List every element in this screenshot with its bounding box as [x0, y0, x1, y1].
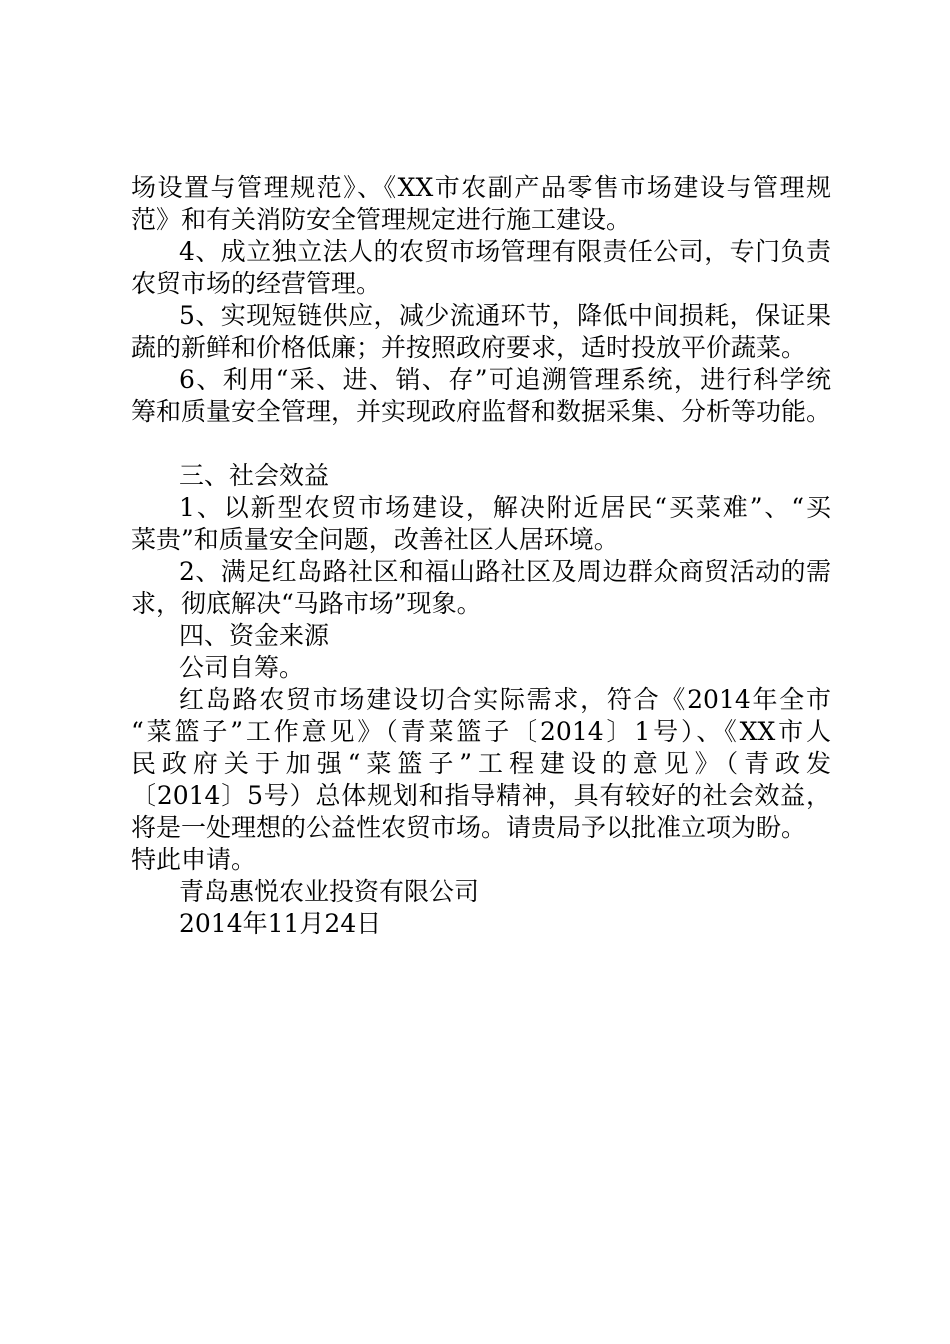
section-heading: 三、社会效益: [179, 461, 330, 490]
text-line: 筹和质量安全管理，并实现政府监督和数据采集、分析等功能。: [131, 397, 832, 426]
text-line: 〔2014〕5号）总体规划和指导精神，具有较好的社会效益，: [131, 781, 831, 810]
text-line: 民政府关于加强“菜篮子”工程建设的意见》（青政发: [131, 749, 831, 778]
text-line: 6、利用“采、进、销、存”可追溯管理系统，进行科学统: [179, 365, 831, 394]
text-line: 农贸市场的经营管理。: [131, 269, 382, 298]
text-line: 红岛路农贸市场建设切合实际需求，符合《2014年全市: [179, 685, 832, 714]
text-line: 蔬的新鲜和价格低廉；并按照政府要求，适时投放平价蔬菜。: [131, 333, 807, 362]
text-line: 求，彻底解决“马路市场”现象。: [131, 589, 482, 618]
text-line: 公司自筹。: [179, 653, 305, 682]
section-heading: 四、资金来源: [179, 621, 330, 650]
text-line: 范》和有关消防安全管理规定进行施工建设。: [131, 205, 632, 234]
text-line: 菜贵”和质量安全问题，改善社区人居环境。: [131, 525, 619, 554]
text-line: “菜篮子”工作意见》（青菜篮子〔2014〕1号）、《XX市人: [131, 717, 831, 746]
blank-line: [131, 428, 831, 460]
text-line: 5、实现短链供应，减少流通环节，降低中间损耗，保证果: [179, 301, 831, 330]
document-page: [131, 172, 831, 940]
text-line: 将是一处理想的公益性农贸市场。请贵局予以批准立项为盼。: [131, 813, 807, 842]
text-line: 4、成立独立法人的农贸市场管理有限责任公司，专门负责: [179, 237, 831, 266]
text-line: 场设置与管理规范》、《XX市农副产品零售市场建设与管理规: [131, 173, 831, 202]
text-line: 1、以新型农贸市场建设，解决附近居民“买菜难”、“买: [179, 493, 831, 522]
signature-date: 2014年11月24日: [179, 909, 382, 938]
signature-company: 青岛惠悦农业投资有限公司: [179, 877, 480, 906]
text-line: 特此申请。: [131, 845, 257, 874]
text-line: 2、满足红岛路社区和福山路社区及周边群众商贸活动的需: [179, 557, 831, 586]
